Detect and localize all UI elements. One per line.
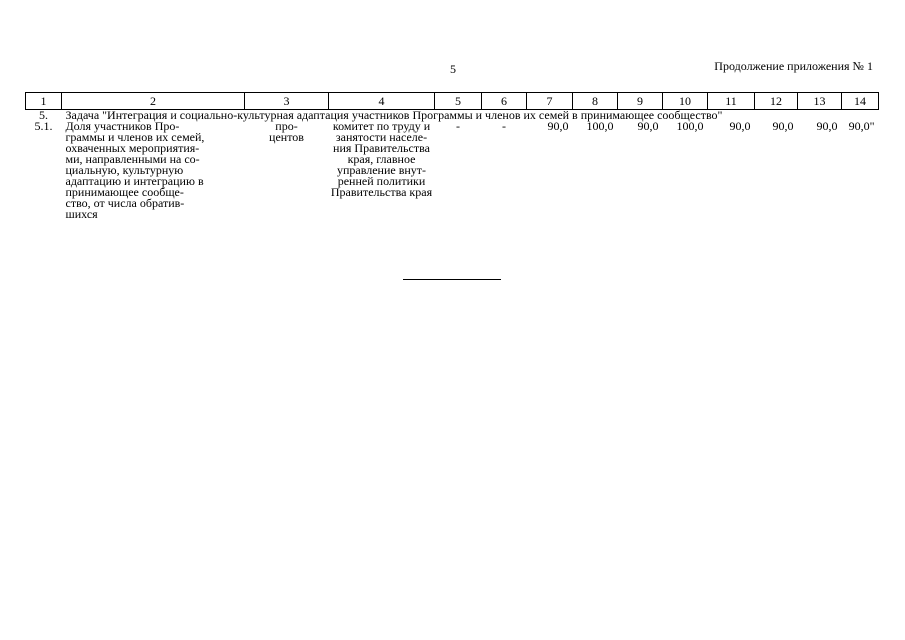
value-col11: 90,0 [729,119,751,133]
indicator-name: Доля участников Про- граммы и членов их семей, охваченных мероприятия- ми, направленными на со- циальную, культурную адаптацию и интеграцию в принимающее сообще- ство, от числа обратив- шихся [65,119,205,221]
column-number-cell: 12 [755,93,798,110]
column-number-cell: 14 [842,93,879,110]
task-title: Задача "Интеграция и социально-культурная адаптация участников Программы и членов их семей в принимающее сообщество" [65,108,723,122]
column-number-cell: 2 [62,93,245,110]
column-number-cell: 6 [482,93,527,110]
value-col8: 100,0 [586,119,614,133]
value-col9: 90,0 [637,119,659,133]
value-col7: 90,0 [547,119,569,133]
value-col5: - [456,119,460,133]
column-number-cell: 5 [435,93,482,110]
program-table [25,92,879,220]
value-col14: 90,0" [848,119,875,133]
value-col12: 90,0 [772,119,794,133]
column-number-cell: 3 [245,93,329,110]
column-number-cell: 11 [708,93,755,110]
unit-of-measure: про- центов [269,119,304,144]
column-number-cell: 4 [329,93,435,110]
column-number-cell: 7 [527,93,573,110]
continuation-label: Продолжение приложения № 1 [714,59,873,73]
row-number: 5.1. [34,119,53,133]
value-col6: - [502,119,506,133]
task-number: 5. [39,108,48,122]
end-divider [403,279,501,280]
column-number-row [26,93,879,110]
value-col10: 100,0 [676,119,704,133]
table-row [26,121,879,220]
column-number-cell: 10 [663,93,708,110]
column-number-cell: 8 [573,93,618,110]
executor: комитет по труду и занятости населе- ния Правительства края, главное управление внут- ренней политики Правительства края [330,119,433,199]
value-col13: 90,0 [816,119,838,133]
column-number-cell: 9 [618,93,663,110]
page-number: 5 [450,62,456,76]
column-number-cell: 1 [26,93,62,110]
column-number-cell: 13 [798,93,842,110]
